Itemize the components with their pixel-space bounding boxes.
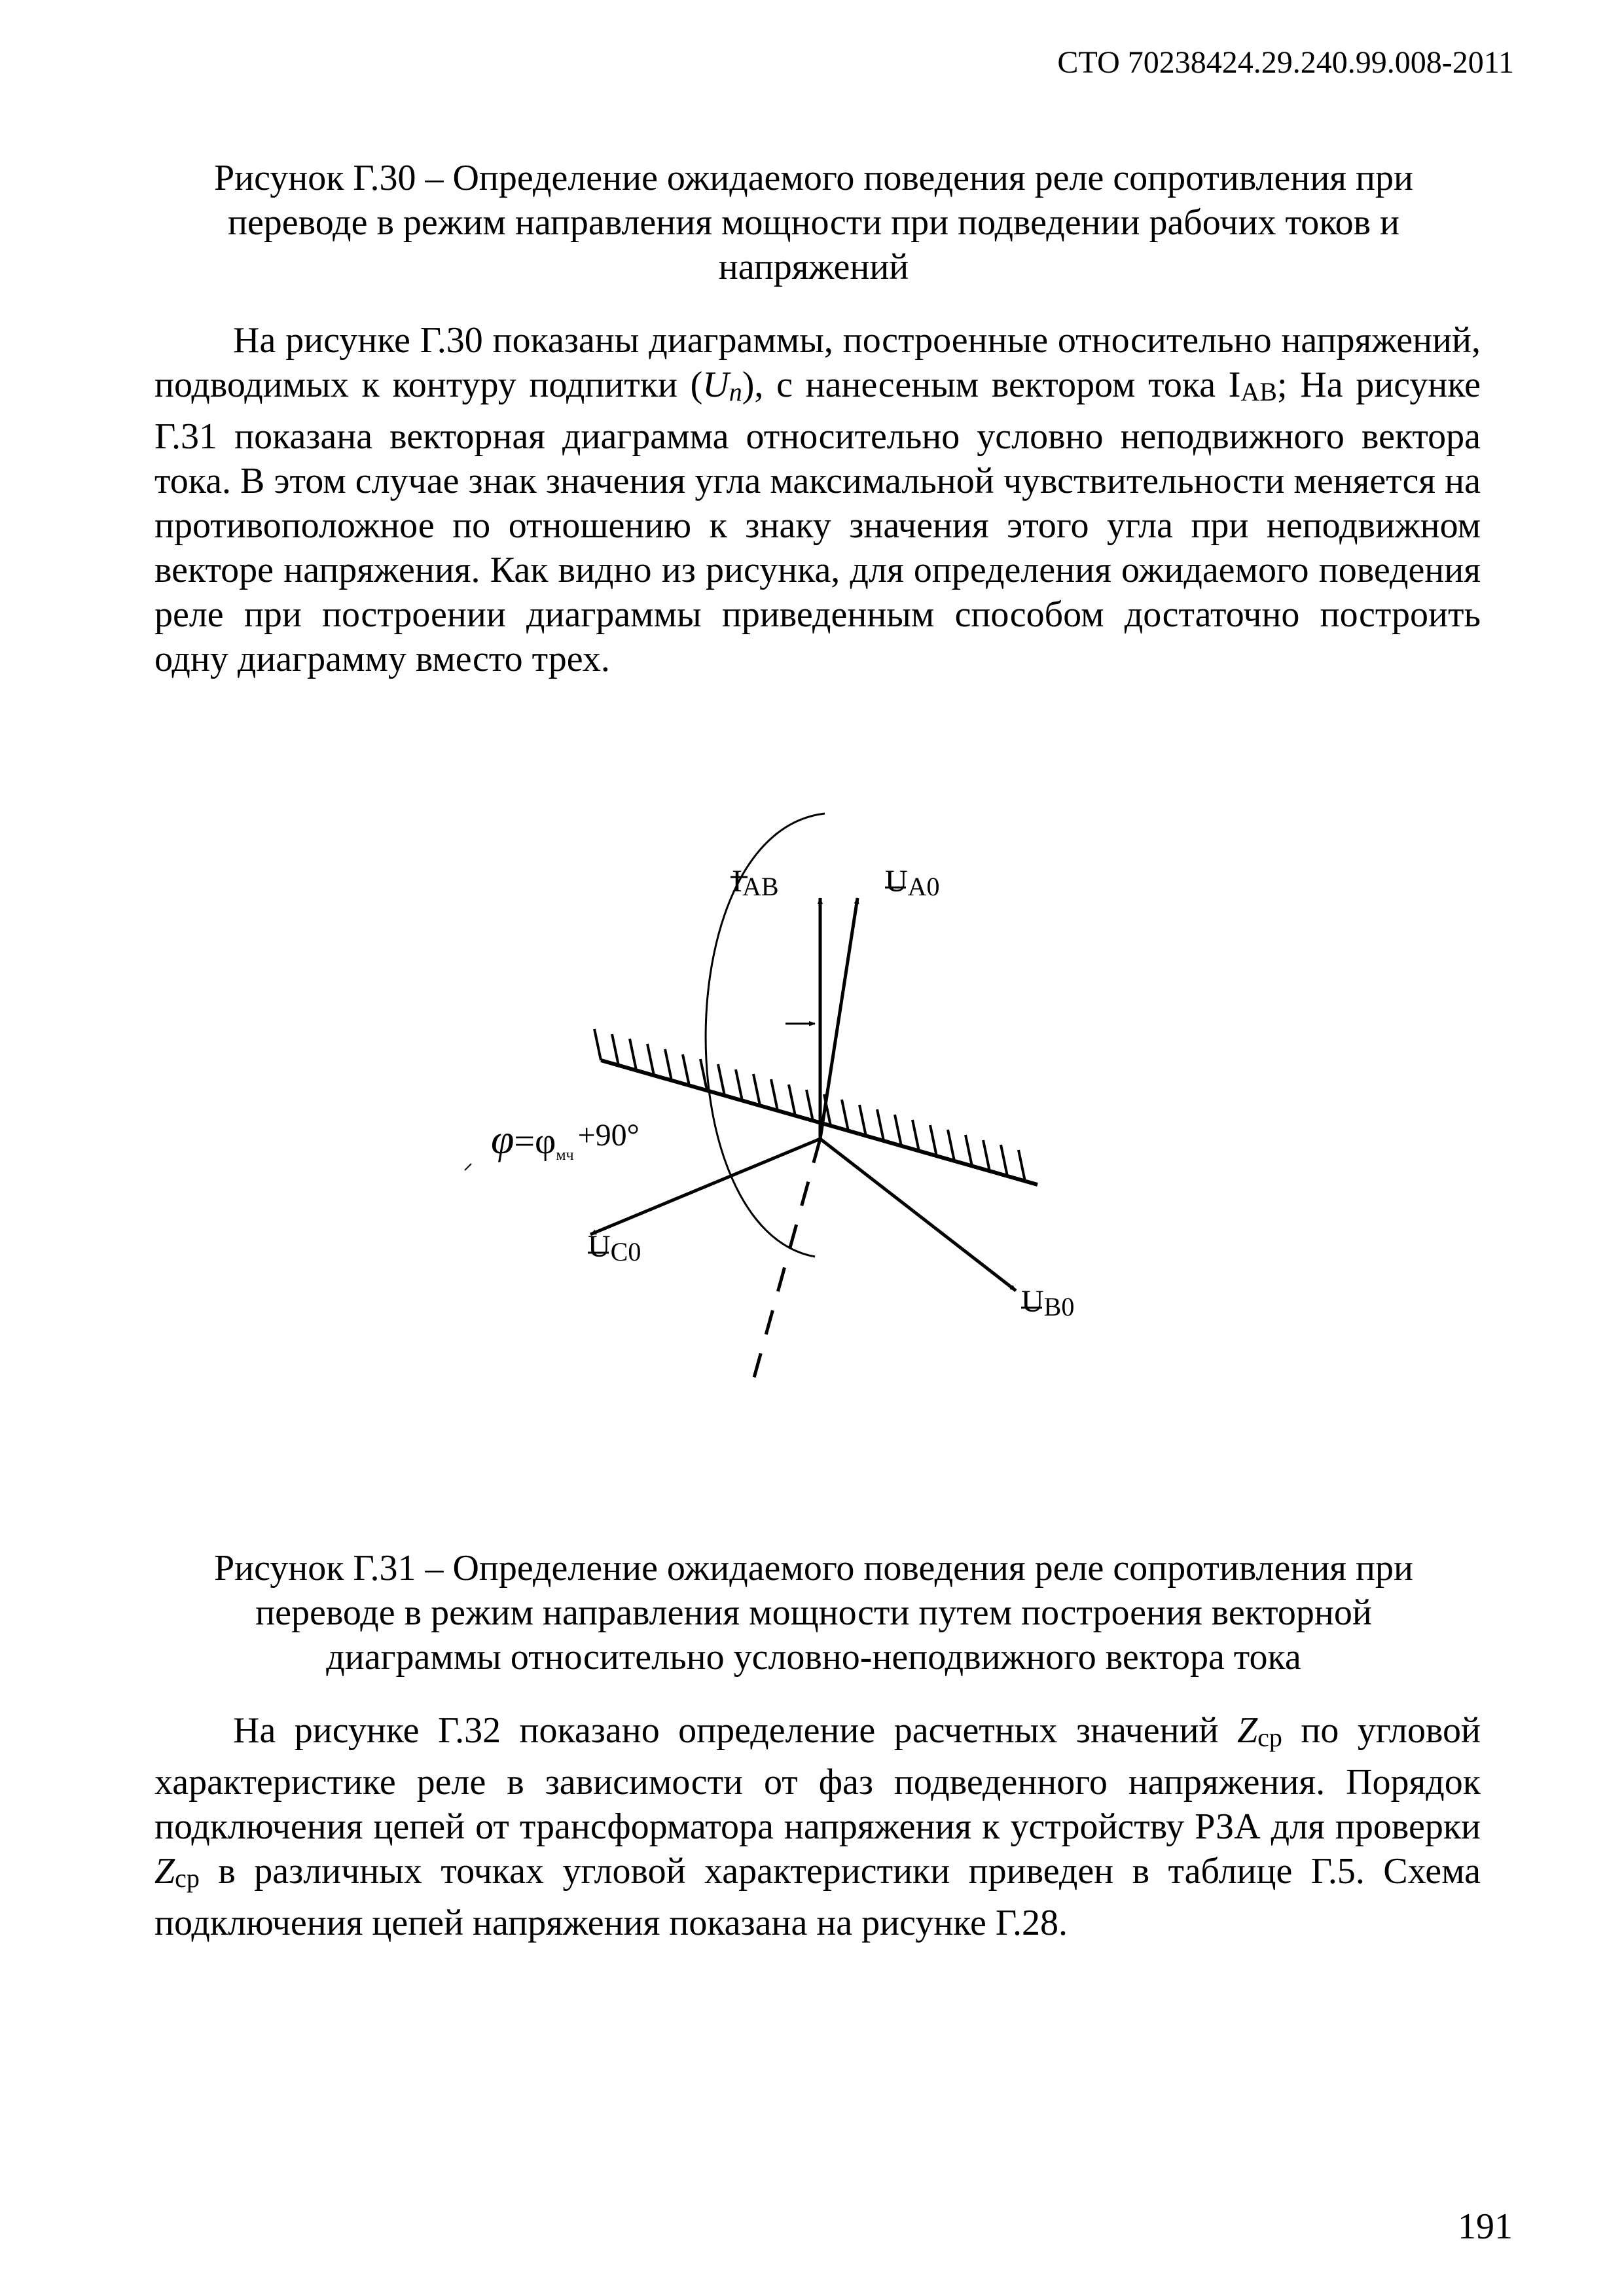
label-u-b0: UB0	[1021, 1284, 1075, 1321]
impedance-subscript: ср	[1257, 1723, 1282, 1752]
impedance-symbol: Z	[1237, 1710, 1258, 1751]
caption-line: переводе в режим направления мощности путем построения векторной	[255, 1592, 1372, 1633]
vector-u-c0	[590, 1139, 820, 1234]
paragraph-text: На рисунке Г.30 показаны диаграммы, построенные относительно напряжений, подводимых к контуру подпитки (	[154, 320, 1481, 405]
voltage-symbol: U	[702, 365, 729, 405]
label-u-a0: UA0	[885, 864, 940, 901]
caption-line: Рисунок Г.30 – Определение ожидаемого поведения реле сопротивления при	[214, 158, 1413, 198]
page-number: 191	[1458, 2206, 1513, 2247]
caption-line: Рисунок Г.31 – Определение ожидаемого поведения реле сопротивления при	[214, 1548, 1413, 1588]
impedance-subscript: ср	[175, 1863, 200, 1893]
paragraph-figure-g32-description	[154, 1708, 1481, 1945]
paragraph-text: На рисунке Г.32 показано определение расчетных значений	[233, 1710, 1238, 1751]
paragraph-text: ), с нанесеным вектором тока	[742, 365, 1229, 405]
label-u-c0: UC0	[588, 1229, 641, 1266]
max-sensitivity-dashed-line	[749, 1139, 820, 1394]
boundary-hatching	[594, 1029, 1025, 1181]
figure-caption-g31	[151, 1546, 1477, 1679]
paragraph-text: по угловой характеристике реле в зависимости от фаз подведенного напряжения. Порядок подключения цепей от трансформатора напряжения к устройству РЗА для проверки	[154, 1710, 1481, 1847]
caption-line: диаграммы относительно условно-неподвижного вектора тока	[326, 1637, 1301, 1677]
current-symbol: I	[1228, 365, 1241, 405]
paragraph-text: ; На рисунке Г.31 показана векторная диаграмма относительно условно неподвижного вектора тока. В этом случае знак значения угла максимальной чувствительности меняется на противоположное по отношению к знаку значения этого угла при неподвижном векторе напряжения. Как видно из рисунка, для определения ожидаемого поведения реле при построении диаграммы приведенным способом достаточно построить одну диаграмму вместо трех.	[154, 365, 1481, 679]
document-code: СТО 70238424.29.240.99.008-2011	[1057, 45, 1514, 80]
voltage-subscript: п	[729, 377, 742, 406]
impedance-symbol: Z	[154, 1851, 175, 1892]
caption-line: переводе в режим направления мощности при подведении рабочих токов и	[227, 202, 1399, 243]
caption-line: напряжений	[718, 247, 909, 287]
stray-mark	[465, 1164, 471, 1170]
vector-u-a0	[820, 898, 857, 1139]
paragraph-text: в различных точках угловой характеристики приведен в таблице Г.5. Схема подключения цепей напряжения показана на рисунке Г.28.	[154, 1851, 1481, 1943]
current-subscript: АВ	[1240, 377, 1277, 406]
label-i-ab: IAB	[732, 864, 779, 901]
label-angle-formula: φ=φмч+90°	[491, 1116, 640, 1164]
